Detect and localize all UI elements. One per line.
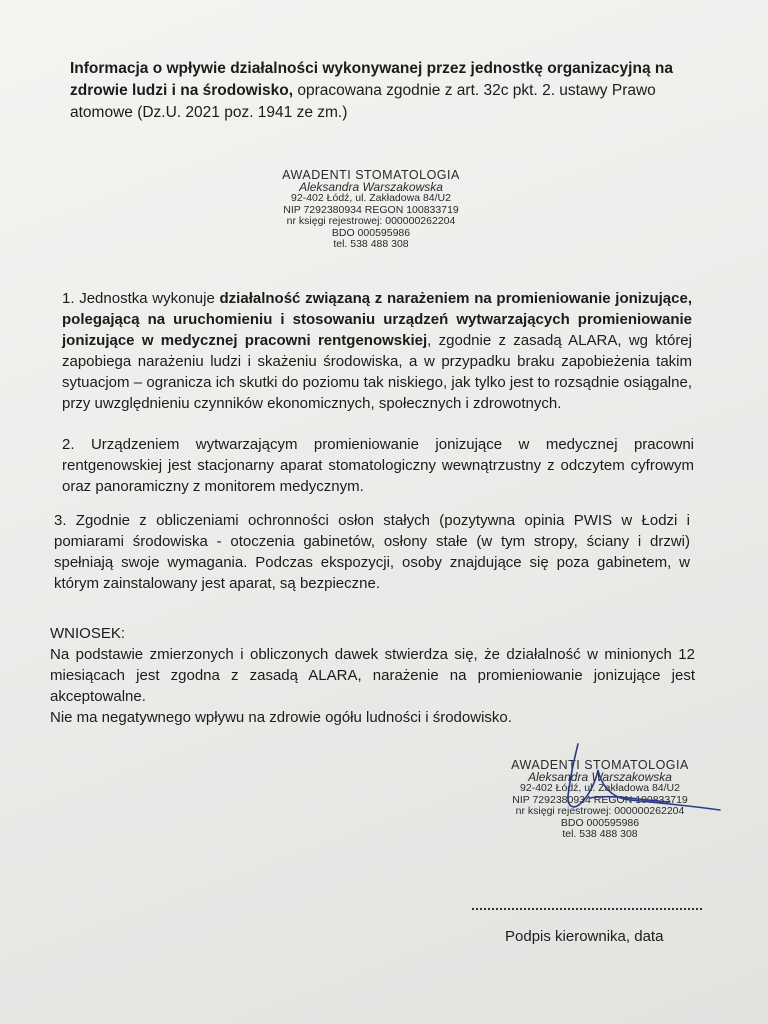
stamp-registry: nr księgi rejestrowej: 000000262204 [515,805,685,817]
stamp-address: 92-402 Łódź, ul. Zakładowa 84/U2 [291,192,451,204]
stamp-bdo: BDO 000595986 [331,226,411,239]
conclusion-last: Nie ma negatywnego wpływu na zdrowie ogółu ludności i środowisko. [50,709,512,726]
signature-line [472,908,702,910]
paragraph-2: 2. Urządzeniem wytwarzającym promieniowanie jonizujące w medycznej pracowni rentgenowskiej jest stacjonarny aparat stomatologiczny wewnątrzustny z odczytem cyfrowym oraz panoramiczny z monitorem medycznym. [62,436,694,495]
paragraph-3: 3. Zgodnie z obliczeniami ochronności osłon stałych (pozytywna opinia PWIS w Łodzi i pomiarami środowiska - otoczenia gabinetów, osłony stałe (w tym stropy, ściany i drzwi) spełniają swoje wymagania. Podczas ekspozycji, osoby znajdujące się poza gabinetem, w którym zainstalowany jest aparat, są bezpieczne. [54,512,690,592]
stamp-registry: nr księgi rejestrowej: 000000262204 [286,215,456,227]
title-normal: opracowana zgodnie z art. 32c pkt. 2. ustawy Prawo atomowe (Dz.U. 2021 poz. 1941 ze zm.) [70,82,656,121]
stamp-nip-regon: NIP 7292380934 REGON 100833719 [283,203,459,216]
document-title [70,58,710,124]
signature-stroke [568,744,720,810]
stamp-phone: tel. 538 488 308 [562,828,638,840]
stamp-nip-regon: NIP 7292380934 REGON 100833719 [512,793,688,806]
stamp-company-name: AWADENTI STOMATOLOGIA [511,758,689,772]
stamp-person: Aleksandra Warszakowska [528,769,672,784]
conclusion-text: Na podstawie zmierzonych i obliczonych dawek stwierdza się, że działalność w minionych 12 miesiącach jest zgodna z zasadą ALARA, narażenie na promieniowanie jonizujące jest akceptowalne. [50,646,695,705]
title-bold: Informacja o wpływie działalności wykonywanej przez jednostkę organizacyjną na zdrowie ludzi i na środowisko, [70,60,673,99]
stamp-person: Aleksandra Warszakowska [299,179,443,194]
paragraph-1 [62,288,692,414]
company-stamp-top [256,170,486,251]
p1-rest: , zgodnie z zasadą ALARA, wg której zapobiega narażeniu ludzi i skażeniu środowiska, a w przypadku braku zapobieżenia takim sytuacjom – ogranicza ich skutki do poziomu tak niskiego, jak tylko jest to rozsądnie osiągalne, przy uwzględnieniu czynników ekonomicznych, społecznych i zdrowotnych. [62,332,692,412]
p1-lead: 1. Jednostka wykonuje [62,290,220,307]
stamp-bdo: BDO 000595986 [560,816,640,829]
stamp-company-name: AWADENTI STOMATOLOGIA [282,168,460,182]
signature-label: Podpis kierownika, data [505,928,664,945]
conclusion-title: WNIOSEK: [50,625,126,642]
stamp-phone: tel. 538 488 308 [333,238,409,250]
p1-bold: działalność związaną z narażeniem na promieniowanie jonizujące, polegającą na uruchomieniu i stosowaniu urządzeń wytwarzających promieniowanie jonizujące w medycznej pracowni rentgenowskiej [62,290,692,349]
stamp-address: 92-402 Łódź, ul. Zakładowa 84/U2 [520,782,680,794]
handwritten-signature [470,740,730,820]
conclusion-section [50,623,695,728]
